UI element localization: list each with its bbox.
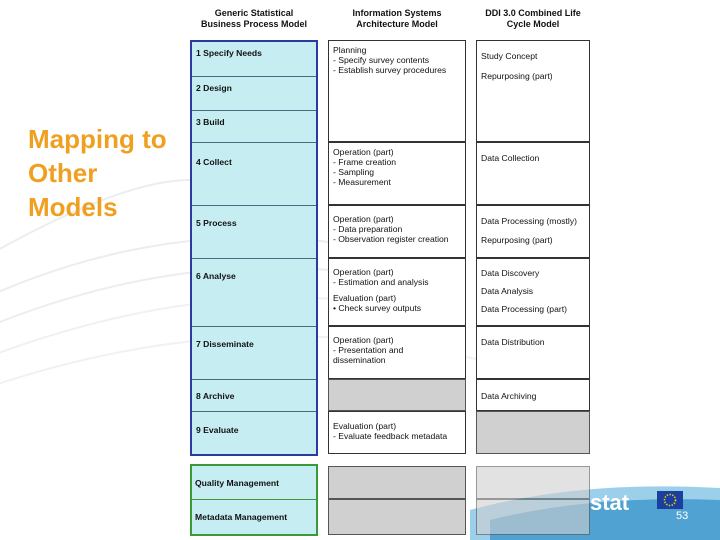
slide-title	[28, 122, 188, 224]
ddi-specify-cell: Study Concept Repurposing (part)	[476, 40, 590, 142]
ddi-process-cell: Data Processing (mostly) Repurposing (part)	[476, 205, 590, 258]
ddi-evaluate-cell	[476, 411, 590, 454]
phase-design: 2 Design	[192, 76, 316, 110]
isam-archive-cell	[328, 379, 466, 411]
quality-management: Quality Management	[195, 477, 280, 488]
isam-collect-cell: Operation (part) - Frame creation - Sampling - Measurement	[328, 142, 466, 205]
isam-disseminate-cell: Operation (part) - Presentation and dissemination	[328, 326, 466, 379]
gsbpm-header: Generic Statistical Business Process Model	[200, 8, 308, 29]
metadata-management: Metadata Management	[195, 512, 288, 522]
phase-specify-needs: 1 Specify Needs	[196, 48, 262, 58]
ddi-header: DDI 3.0 Combined Life Cycle Model	[485, 8, 581, 29]
phase-analyse: 6 Analyse	[192, 258, 316, 326]
title-line-1: Mapping to	[28, 124, 167, 154]
phase-disseminate: 7 Disseminate	[192, 326, 316, 379]
isam-evaluate-cell: Evaluation (part) - Evaluate feedback metadata	[328, 411, 466, 454]
phase-build: 3 Build	[192, 110, 316, 142]
eurostat-logo-text: stat	[590, 490, 630, 515]
title-line-3: Models	[28, 192, 118, 222]
isam-header: Information Systems Architecture Model	[352, 8, 442, 29]
phase-collect: 4 Collect	[192, 142, 316, 205]
eu-flag-icon	[657, 491, 683, 509]
ddi-metadata-cell	[476, 499, 590, 535]
phase-process: 5 Process	[192, 205, 316, 258]
phase-evaluate: 9 Evaluate	[192, 411, 316, 454]
isam-metadata-cell	[328, 499, 466, 535]
isam-quality-cell	[328, 466, 466, 499]
isam-planning-cell: Planning - Specify survey contents - Establish survey procedures	[328, 40, 466, 142]
isam-analyse-cell: Operation (part) - Estimation and analysis Evaluation (part) • Check survey outputs	[328, 258, 466, 326]
ddi-analyse-cell: Data Discovery Data Analysis Data Processing (part)	[476, 258, 590, 326]
title-line-2: Other	[28, 158, 98, 188]
ddi-collect-cell: Data Collection	[476, 142, 590, 205]
ddi-archive-cell: Data Archiving	[476, 379, 590, 411]
isam-process-cell: Operation (part) - Data preparation - Observation register creation	[328, 205, 466, 258]
phase-archive: 8 Archive	[192, 379, 316, 411]
ddi-quality-cell	[476, 466, 590, 499]
page-number: 53	[676, 510, 689, 522]
ddi-disseminate-cell: Data Distribution	[476, 326, 590, 379]
